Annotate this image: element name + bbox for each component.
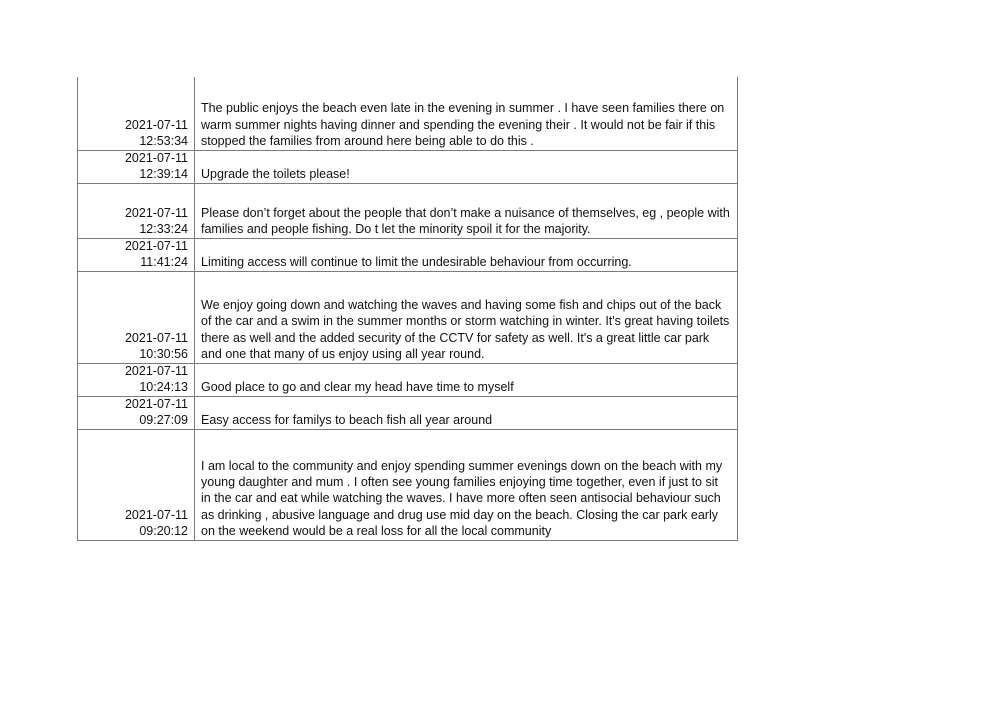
timestamp-cell	[78, 364, 195, 396]
comment-text: Easy access for familys to beach fish all year around	[201, 412, 493, 427]
time-text: 09:27:09	[139, 413, 188, 427]
date-text: 2021-07-11	[124, 364, 188, 378]
comment-cell	[195, 77, 737, 150]
comment-cell	[195, 184, 737, 238]
table-row	[78, 184, 737, 239]
table-row	[78, 272, 737, 364]
table-row	[78, 151, 737, 184]
comment-text: Please don’t forget about the people that don’t make a nuisance of themselves, eg , people with families and people fishing. Do t let the minority spoil it for the majority.	[201, 205, 730, 236]
time-text: 09:20:12	[139, 524, 188, 538]
comment-text: Good place to go and clear my head have time to myself	[201, 379, 514, 394]
timestamp-cell	[78, 151, 195, 183]
date-text: 2021-07-11	[124, 151, 188, 165]
time-text: 10:30:56	[139, 347, 188, 361]
comment-cell	[195, 397, 737, 429]
comment-cell	[195, 364, 737, 396]
date-text: 2021-07-11	[124, 331, 188, 345]
comment-text: I am local to the community and enjoy spending summer evenings down on the beach with my young daughter and mum . I often see young families enjoying time together, even if just to sit in the car and eat while watching the waves. I have more often seen antisocial behaviour such as drinking , abusive language and drug use mid day on the beach. Closing the car park early on the weekend would be a real loss for all the local community	[201, 458, 723, 538]
comment-text: The public enjoys the beach even late in the evening in summer . I have seen families there on warm summer nights having dinner and spending the evening their . It would not be fair if this stopped the families from around here being able to do this .	[201, 101, 725, 148]
comment-text: Limiting access will continue to limit the undesirable behaviour from occurring.	[201, 254, 632, 269]
table-row	[78, 77, 737, 151]
table-row	[78, 397, 737, 430]
timestamp-cell	[78, 184, 195, 238]
comment-text: Upgrade the toilets please!	[201, 166, 350, 181]
timestamp-cell	[78, 397, 195, 429]
timestamp-cell	[78, 77, 195, 150]
table-row	[78, 364, 737, 397]
timestamp-cell	[78, 272, 195, 363]
comment-cell	[195, 239, 737, 271]
time-text: 12:39:14	[139, 167, 188, 181]
timestamp-cell	[78, 239, 195, 271]
time-text: 12:53:34	[139, 134, 188, 148]
time-text: 11:41:24	[140, 255, 188, 269]
date-text: 2021-07-11	[124, 118, 188, 132]
comments-table	[77, 77, 738, 541]
comment-text: We enjoy going down and watching the waves and having some fish and chips out of the back of the car and a swim in the summer months or storm watching in winter. It's great having toilets there as well and the added security of the CCTV for safety as well. It's a great little car park and one that many of us enjoy using all year round.	[201, 298, 730, 361]
table-row	[78, 239, 737, 272]
table-row	[78, 430, 737, 540]
date-text: 2021-07-11	[124, 508, 188, 522]
time-text: 12:33:24	[139, 222, 188, 236]
comment-cell	[195, 430, 737, 540]
date-text: 2021-07-11	[124, 206, 188, 220]
date-text: 2021-07-11	[124, 239, 188, 253]
timestamp-cell	[78, 430, 195, 540]
date-text: 2021-07-11	[124, 397, 188, 411]
comment-cell	[195, 272, 737, 363]
comment-cell	[195, 151, 737, 183]
time-text: 10:24:13	[139, 380, 188, 394]
